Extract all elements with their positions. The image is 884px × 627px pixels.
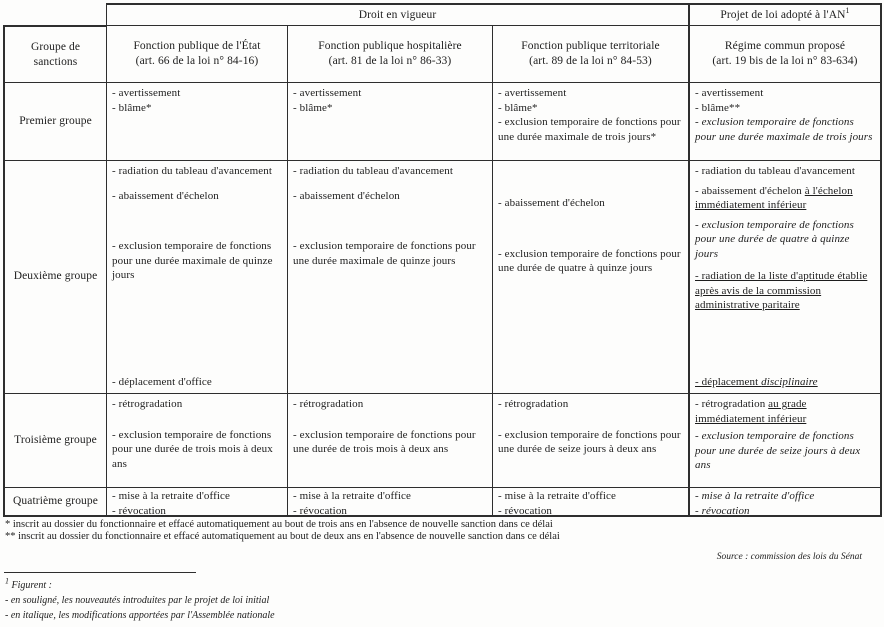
cell-g2-hospitaliere: - radiation du tableau d'avancement - abaissement d'échelon - exclusion temporaire de fonctions pour une durée maximale de quinze jours	[287, 160, 492, 393]
column-header-terr-name: Fonction publique territoriale	[521, 40, 660, 53]
column-header-etat	[106, 25, 287, 82]
cell-g4-hospitaliere: - mise à la retraite d'office - révocation	[287, 487, 492, 517]
footnote-double-star: ** inscrit au dossier du fonctionnaire et effacé automatiquement au bout de deux ans en l'absence de nouvelle sanction dans ce délai	[5, 531, 560, 542]
column-header-prop-name: Régime commun proposé	[724, 40, 846, 53]
footnote-star: * inscrit au dossier du fonctionnaire et effacé automatiquement au bout de trois ans en l'absence de nouvelle sanction dans ce délai	[5, 519, 553, 530]
table-corner-spacer	[3, 3, 106, 25]
header-droit-label: Droit en vigueur	[358, 8, 437, 21]
cell-g2-propose: - radiation du tableau d'avancement - abaissement d'échelon à l'échelon immédiatement inférieur - exclusion temporaire de fonctions pour une durée de quatre à quinze jours - radiation de la liste d'aptitude établie après avis de la commission administrative paritaire - déplacement disciplinaire	[688, 160, 882, 393]
column-header-groupe: Groupe de sanctions	[3, 25, 106, 82]
legend-note-souligne: - en souligné, les nouveautés introduites par le projet de loi initial	[5, 595, 270, 606]
legend-note-italique: - en italique, les modifications apportées par l'Assemblée nationale	[5, 610, 275, 621]
legend-note	[5, 578, 275, 623]
header-projet-label: Projet de loi adopté à $l'AN^1$	[720, 5, 850, 21]
footnote-divider-rule	[4, 572, 196, 573]
row-label-quatrieme-groupe: Quatrième groupe	[3, 487, 106, 517]
cell-g3-propose: - rétrogradation au grade immédiatement inférieur - exclusion temporaire de fonctions pour une durée de seize jours à deux ans	[688, 393, 882, 487]
column-header-etat-ref: (art. 66 de la loi n° 84-16)	[135, 55, 259, 67]
column-header-etat-name: Fonction publique de l'État	[133, 40, 261, 53]
cell-g1-propose: - avertissement - blâme** - exclusion temporaire de fonctions pour une durée maximale de trois jours	[688, 82, 882, 160]
cell-g1-hospitaliere: - avertissement - blâme*	[287, 82, 492, 160]
column-header-prop-ref: (art. 19 bis de la loi n° 83-634)	[712, 55, 858, 67]
cell-g4-territoriale: - mise à la retraite d'office - révocation	[492, 487, 688, 517]
cell-g2-etat: - radiation du tableau d'avancement - abaissement d'échelon - exclusion temporaire de fonctions pour une durée maximale de quinze jours - déplacement d'office	[106, 160, 287, 393]
cell-g1-etat: - avertissement - blâme*	[106, 82, 287, 160]
row-label-deuxieme-groupe: Deuxième groupe	[3, 160, 106, 393]
cell-g4-etat: - mise à la retraite d'office - révocation	[106, 487, 287, 517]
header-projet-de-loi	[688, 3, 882, 25]
cell-g3-etat: - rétrogradation - exclusion temporaire de fonctions pour une durée de trois mois à deux ans	[106, 393, 287, 487]
column-header-hosp-ref: (art. 81 de la loi n° 86-33)	[328, 55, 452, 67]
row-label-troisieme-groupe: Troisième groupe	[3, 393, 106, 487]
cell-g1-territoriale: - avertissement - blâme* - exclusion temporaire de fonctions pour une durée maximale de trois jours*	[492, 82, 688, 160]
source-credit: Source : commission des lois du Sénat	[716, 552, 862, 562]
cell-g3-territoriale: - rétrogradation - exclusion temporaire de fonctions pour une durée de seize jours à deux ans	[492, 393, 688, 487]
header-droit-en-vigueur	[106, 3, 688, 25]
sanctions-comparison-table	[3, 3, 882, 517]
cell-g2-territoriale: - abaissement d'échelon - exclusion temporaire de fonctions pour une durée de quatre à quinze jours	[492, 160, 688, 393]
column-header-terr-ref: (art. 89 de la loi n° 84-53)	[529, 55, 652, 67]
column-header-hosp-name: Fonction publique hospitalière	[318, 40, 462, 53]
footnote-ref-1: 1	[845, 5, 850, 15]
legend-note-title: $^1$ Figurent :	[5, 576, 52, 591]
column-header-territoriale	[492, 25, 688, 82]
cell-g4-propose: - mise à la retraite d'office - révocation	[688, 487, 882, 517]
cell-g3-hospitaliere: - rétrogradation - exclusion temporaire de fonctions pour une durée de trois mois à deux ans	[287, 393, 492, 487]
column-header-hospitaliere	[287, 25, 492, 82]
column-header-regime-propose	[688, 25, 882, 82]
row-label-premier-groupe: Premier groupe	[3, 82, 106, 160]
